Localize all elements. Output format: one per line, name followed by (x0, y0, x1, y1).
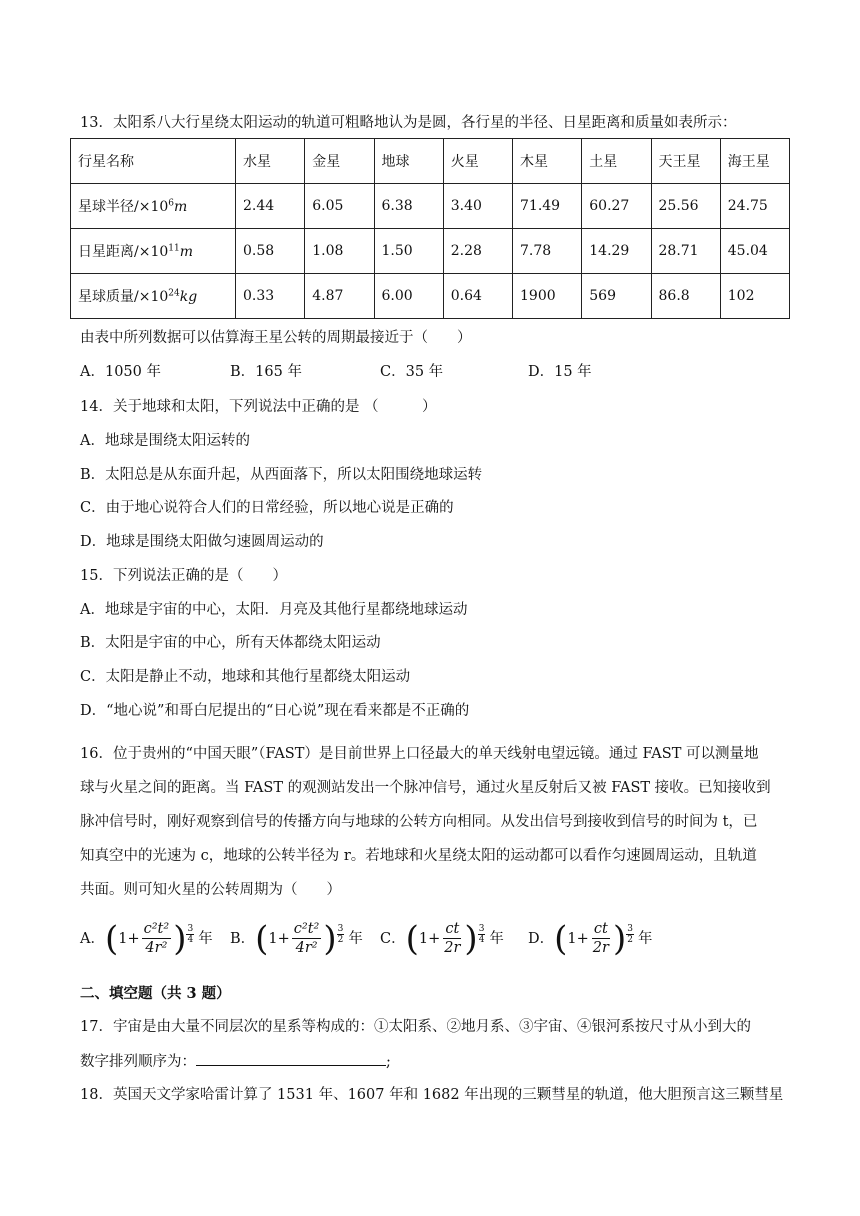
table-cell: 1.50 (374, 229, 443, 274)
table-header-cell: 地球 (374, 139, 443, 184)
q13-question: 由表中所列数据可以估算海王星公转的周期最接近于（ ） (80, 330, 472, 346)
table-cell: 102 (720, 274, 789, 319)
table-cell: 0.33 (236, 274, 305, 319)
formula-term: 1+ (118, 930, 140, 947)
table-cell: 71.49 (513, 184, 582, 229)
q13-stem: 13．太阳系八大行星绕太阳运动的轨道可粗略地认为是圆，各行星的半径、日星距离和质量如表所示： (80, 115, 737, 131)
formula-term: 1+ (567, 930, 589, 947)
q14-stem: 14．关于地球和太阳，下列说法中正确的是 （ ） (80, 399, 437, 415)
table-row (71, 274, 790, 319)
fraction: $\frac{ct}{2r}$ (592, 921, 609, 956)
q16-line-1: 16．位于贵州的“中国天眼”（FAST）是目前世界上口径最大的单天线射电望远镜。通过 FAST 可以测量地 (80, 746, 759, 762)
q16-line-3: 脉冲信号时，刚好观察到信号的传播方向与地球的公转方向相同。从发出信号到接收到信号的时间为 t，已 (80, 814, 758, 830)
table-cell: 2.44 (236, 184, 305, 229)
table-header-cell: 木星 (513, 139, 582, 184)
fraction: $\frac{ct}{2r}$ (444, 921, 461, 956)
exponent: 3 4 (187, 924, 194, 945)
table-cell: 25.56 (651, 184, 720, 229)
q15-option-c[interactable]: C．太阳是静止不动，地球和其他行星都绕太阳运动 (80, 669, 411, 685)
table-header-cell: 金星 (305, 139, 374, 184)
table-row (71, 229, 790, 274)
left-paren: ( (255, 918, 269, 959)
table-cell: 0.58 (236, 229, 305, 274)
table-cell: 4.87 (305, 274, 374, 319)
planet-data-table (70, 138, 790, 319)
q16-line-4: 知真空中的光速为 c，地球的公转半径为 r。若地球和火星绕太阳的运动都可以看作匀速圆周运动，且轨道 (80, 848, 757, 864)
table-cell: 2.28 (443, 229, 512, 274)
q14-option-d[interactable]: D．地球是围绕太阳做匀速圆周运动的 (80, 534, 324, 550)
table-cell: 1900 (513, 274, 582, 319)
q15-option-d[interactable]: D．“地心说”和哥白尼提出的“日心说”现在看来都是不正确的 (80, 703, 470, 719)
table-cell: 0.64 (443, 274, 512, 319)
q17-line-1: 17．宇宙是由大量不同层次的星系等构成的：①太阳系、②地月系、③宇宙、④银河系按尺寸从小到大的 (80, 1019, 751, 1035)
q16-line-2: 球与火星之间的距离。当 FAST 的观测站发出一个脉冲信号，通过火星反射后又被 FAST 接收。已知接收到 (80, 780, 771, 796)
q15-option-a[interactable]: A．地球是宇宙的中心，太阳．月亮及其他行星都绕地球运动 (80, 602, 468, 618)
formula-term: 1+ (418, 930, 441, 947)
table-cell: 3.40 (443, 184, 512, 229)
table-header-cell: 海王星 (720, 139, 789, 184)
table-header-cell: 水星 (236, 139, 305, 184)
q17-suffix: ; (386, 1054, 391, 1070)
exponent: 3 2 (627, 924, 633, 945)
q17-line-2 (80, 1051, 391, 1072)
table-cell: 1.08 (305, 229, 374, 274)
right-paren: ) (173, 918, 187, 959)
q14-option-b[interactable]: B．太阳总是从东面升起，从西面落下，所以太阳围绕地球运转 (80, 467, 483, 483)
right-paren: ) (612, 918, 627, 959)
q14-option-c[interactable]: C．由于地心说符合人们的日常经验，所以地心说是正确的 (80, 500, 454, 516)
table-cell: 45.04 (720, 229, 789, 274)
fraction: $\frac{\text{c²t²}}{\text{4r²}}$ (143, 921, 170, 956)
section-title: 二、填空题（共 3 题） (80, 985, 231, 1002)
table-header-cell: 土星 (582, 139, 651, 184)
table-row (71, 184, 790, 229)
table-cell: 28.71 (651, 229, 720, 274)
q18-line-1: 18．英国天文学家哈雷计算了 1531 年、1607 年和 1682 年出现的三颗彗星的轨道，他大胆预言这三颗彗星 (80, 1087, 784, 1103)
option-letter: C． (380, 930, 406, 947)
table-cell: 6.38 (374, 184, 443, 229)
q14-option-a[interactable]: A．地球是围绕太阳运转的 (80, 433, 250, 449)
table-cell: 14.29 (582, 229, 651, 274)
left-paren: ( (554, 918, 568, 959)
q17-prefix: 数字排列顺序为： (80, 1054, 196, 1070)
q13-option-d[interactable]: D．15 年 (528, 364, 592, 380)
fraction: $\frac{\text{c²t²}}{\text{4r²}}$ (293, 921, 320, 956)
q13-option-a[interactable]: A．1050 年 (80, 364, 161, 380)
formula-term: 1+ (268, 930, 290, 947)
table-header-cell: 天王星 (651, 139, 720, 184)
table-cell: 569 (582, 274, 651, 319)
unit-label: 年 (637, 930, 653, 947)
option-letter: A． (80, 930, 105, 947)
table-cell: 6.00 (374, 274, 443, 319)
table-header-label: 行星名称 (71, 139, 236, 184)
table-cell: 7.78 (513, 229, 582, 274)
exponent: 3 4 (478, 924, 485, 945)
table-cell: 86.8 (651, 274, 720, 319)
row-label: 星球半径$/\times 10^6m$ (71, 184, 236, 229)
q15-option-b[interactable]: B．太阳是宇宙的中心，所有天体都绕太阳运动 (80, 635, 381, 651)
q13-option-b[interactable]: B．165 年 (230, 364, 302, 380)
row-label: 星球质量$/\times 10^{24}kg$ (71, 274, 236, 319)
q16-line-5: 共面。则可知火星的公转周期为（ ） (80, 882, 341, 898)
q16-option-c[interactable] (380, 920, 504, 957)
left-paren: ( (104, 918, 119, 959)
unit-label: 年 (348, 930, 363, 947)
table-header-cell: 火星 (443, 139, 512, 184)
exponent: 3 2 (337, 924, 344, 945)
q16-option-a[interactable] (80, 920, 213, 957)
right-paren: ) (323, 918, 337, 959)
table-cell: 6.05 (305, 184, 374, 229)
q15-stem: 15．下列说法正确的是（ ） (80, 568, 287, 584)
unit-label: 年 (198, 930, 213, 947)
table-cell: 24.75 (720, 184, 789, 229)
left-paren: ( (405, 918, 419, 959)
row-label: 日星距离$/\times 10^{11}m$ (71, 229, 236, 274)
q13-option-c[interactable]: C．35 年 (380, 364, 444, 380)
q16-option-b[interactable] (230, 920, 363, 957)
table-cell: 60.27 (582, 184, 651, 229)
answer-blank[interactable] (196, 1051, 386, 1066)
q16-option-d[interactable] (528, 920, 652, 957)
right-paren: ) (464, 918, 478, 959)
option-letter: D． (528, 930, 555, 947)
option-letter: B． (230, 930, 256, 947)
unit-label: 年 (489, 930, 504, 947)
table-header-row (71, 139, 790, 184)
